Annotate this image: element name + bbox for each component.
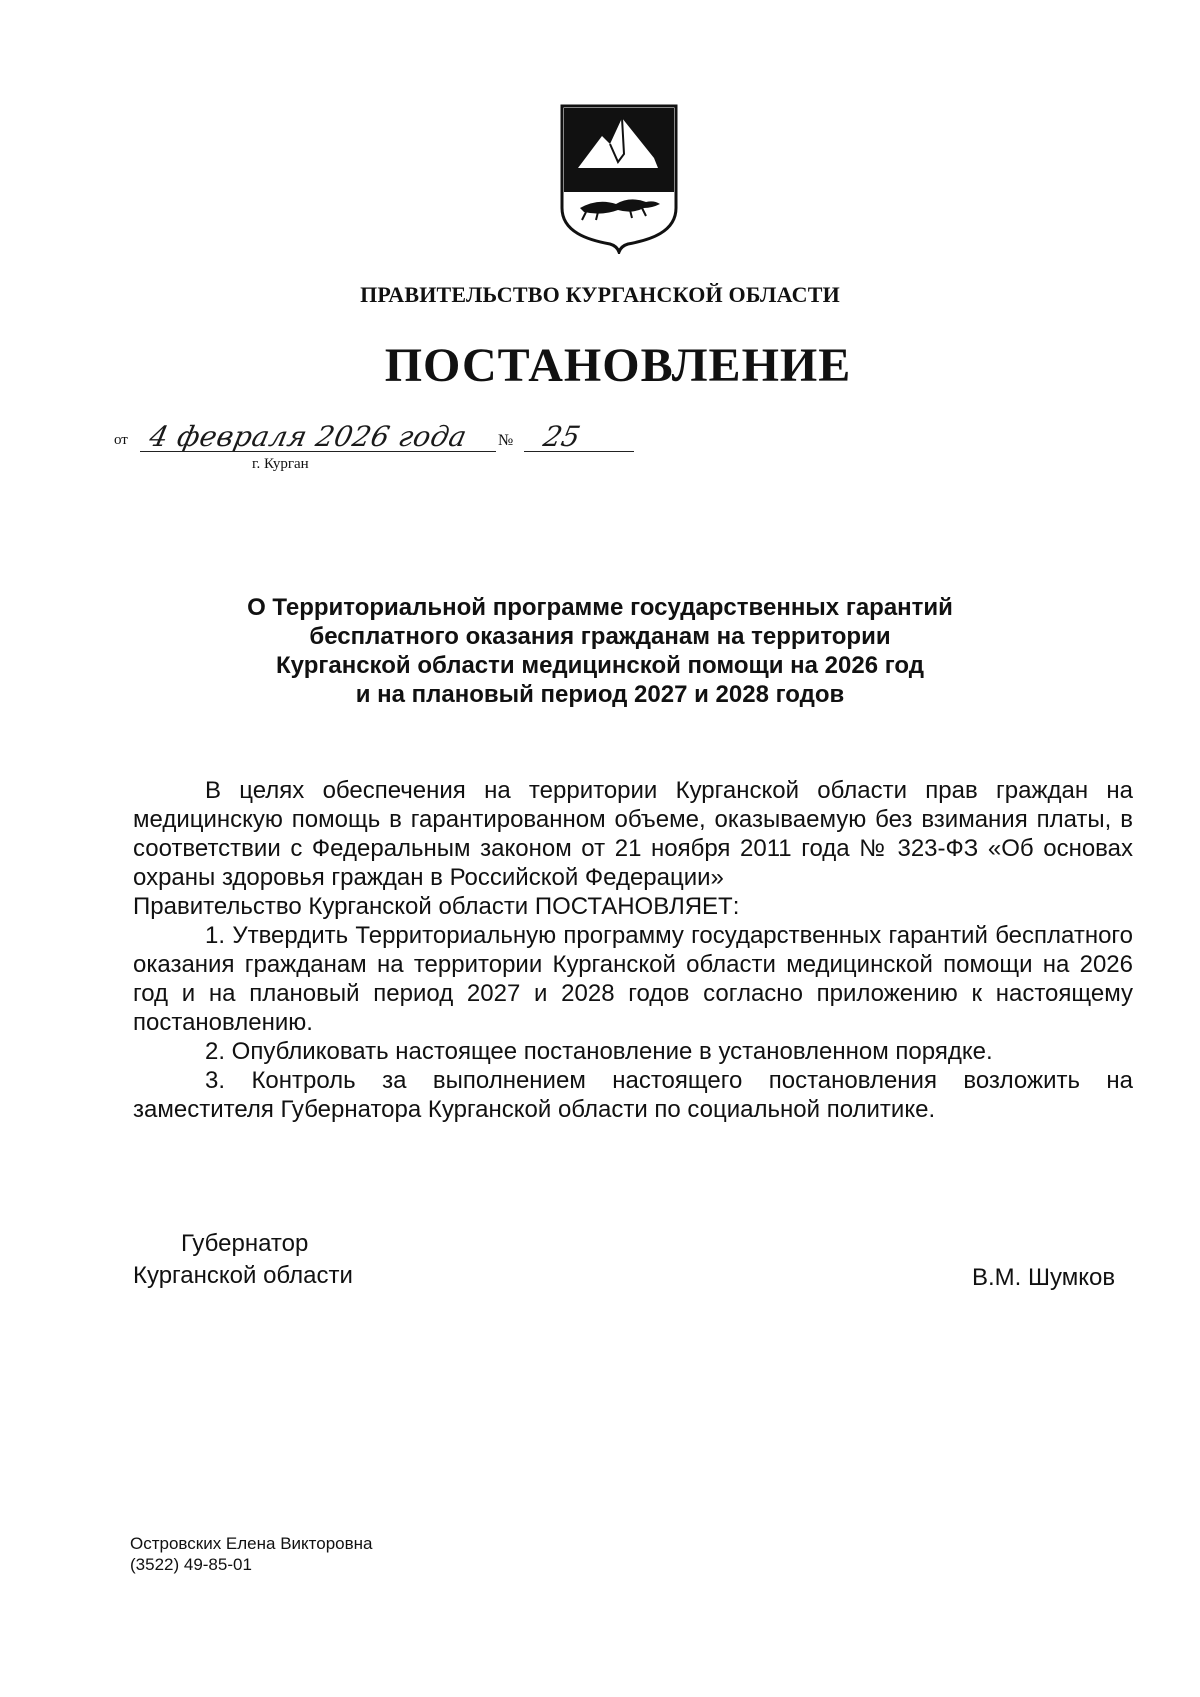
document-body <box>133 776 1133 1124</box>
executor-phone: (3522) 49-85-01 <box>130 1555 252 1574</box>
handwritten-number: 25 <box>540 420 584 453</box>
title-line: Курганской области медицинской помощи на 2026 год <box>276 652 924 679</box>
number-underline <box>524 451 634 452</box>
position-line: Курганской области <box>133 1262 353 1289</box>
document-type: ПОСТАНОВЛЕНИЕ <box>384 339 852 392</box>
handwritten-date: 4 февраля 2026 года <box>146 420 471 453</box>
resolves-line: Правительство Курганской области ПОСТАНОВЛЯЕТ: <box>133 893 740 920</box>
executor-block <box>130 1533 373 1575</box>
document-title <box>150 593 1050 709</box>
date-underline <box>140 451 496 452</box>
position-line: Губернатор <box>181 1230 309 1257</box>
kurgan-coat-of-arms-icon <box>558 104 680 254</box>
executor-name: Островских Елена Викторовна <box>130 1534 373 1553</box>
government-name: ПРАВИТЕЛЬСТВО КУРГАНСКОЙ ОБЛАСТИ <box>360 282 840 307</box>
dateline <box>112 420 632 480</box>
signatory-name: В.М. Шумков <box>972 1264 1116 1291</box>
signatory-position <box>133 1228 353 1292</box>
from-label: от <box>114 432 128 448</box>
city-label: г. Курган <box>252 456 309 472</box>
list-item: 2. Опубликовать настоящее постановление в установленном порядке. <box>205 1038 993 1065</box>
title-line: и на плановый период 2027 и 2028 годов <box>355 681 845 708</box>
title-line: О Территориальной программе государственных гарантий <box>247 594 953 621</box>
title-line: бесплатного оказания гражданам на территории <box>309 623 891 650</box>
list-item: 3. Контроль за выполнением настоящего постановления возложить на заместителя Губернатора Курганской области по социальной политике. <box>133 1067 1133 1123</box>
number-label: № <box>498 432 514 449</box>
list-item: 1. Утвердить Территориальную программу государственных гарантий бесплатного оказания гражданам на территории Курганской области медицинской помощи на 2026 год и на плановый период 2027 и 2028 годов согласно приложению к настоящему постановлению. <box>133 922 1133 1036</box>
preamble-paragraph: В целях обеспечения на территории Курганской области прав граждан на медицинскую помощь в гарантированном объеме, оказываемую без взимания платы, в соответствии с Федеральным законом от 21 ноября 2011 года № 323-ФЗ «Об основах охраны здоровья граждан в Российской Федерации» <box>133 777 1133 891</box>
